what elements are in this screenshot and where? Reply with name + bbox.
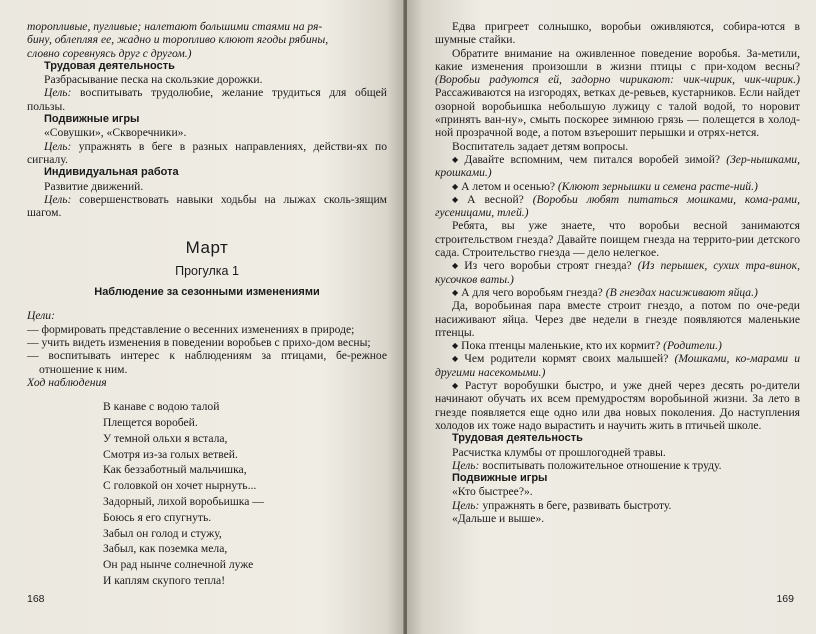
poem-line: И каплям скупого тепла! (103, 573, 226, 587)
goal-text: совершенствовать навыки ходьбы на лыжах сколь-зящим шагом. (27, 192, 387, 220)
goal-item: — воспитывать интерес к наблюдениям за птицами, бе-режное отношение к ним. (27, 349, 387, 376)
question-text: Пока птенцы маленькие, кто их кормит? (461, 339, 664, 353)
diamond-bullet-icon: ◆ (452, 261, 462, 271)
walk-title: Прогулка 1 (175, 263, 239, 278)
poem-line: Как беззаботный мальчишка, (103, 463, 247, 477)
question-text: А для чего воробьям гнезда? (461, 285, 606, 299)
text-span: Обратите внимание на оживленное поведение воробья. За-метили, какие изменения произошли в жизни птицы с при-ходом весны? (435, 46, 800, 73)
question-item (435, 352, 800, 379)
paragraph: Воспитатель задает детям вопросы. (452, 139, 629, 153)
diamond-bullet-icon: ◆ (452, 194, 465, 204)
goal-label: Цель: (44, 86, 72, 100)
question-text: Чем родители кормят своих малышей? (464, 352, 675, 366)
topic-title: Наблюдение за сезонными изменениями (94, 286, 320, 299)
labor-heading: Трудовая деятельность (44, 59, 175, 72)
intro-line: бину, облепляя ее, жадно и торопливо клюют ягоды рябины, (27, 33, 329, 47)
text-span: Рассаживаются на изгородях, ветках де-ревьев, кустарников. Если найдет озорной воробьишка небольшую лужицу с талой водой, то норовит «принять ван-ну», смыть поскорее зимнюю грязь — полещется в холод-ной прозрачной воде, а потом взъерошит перышки и отрях-нется. (435, 86, 800, 140)
question-text: А весной? (467, 192, 533, 206)
right-page-text (435, 20, 800, 525)
question-item (435, 286, 800, 299)
goal-label: Цель: (44, 139, 72, 153)
goal-label: Цель: (452, 458, 480, 472)
individual-goal (27, 193, 387, 220)
poem-line: Плещется воробей. (103, 415, 198, 429)
answer-span: (В гнездах насиживают яйца.) (605, 285, 758, 299)
games-text: «Совушки», «Скворечники». (44, 126, 187, 140)
goal-label: Цель: (452, 498, 480, 512)
goal-label: Цель: (44, 192, 72, 206)
answer-span: (Родители.) (663, 339, 722, 353)
question-text: Из чего воробьи строят гнезда? (464, 259, 638, 273)
poem-line: Смотря из-за голых ветвей. (103, 447, 238, 461)
games-goal (435, 499, 800, 512)
answer-span: (Воробьи любят питаться мошками, кома-рами, гусеницами, тлей.) (435, 192, 800, 220)
intro-line: словно соревнуясь друг с другом.) (27, 46, 192, 60)
question-item (435, 339, 800, 352)
question-text: Давайте вспомним, чем питался воробей зимой? (464, 152, 727, 166)
answer-span: (Мошками, ко-марами и другими насекомыми.) (435, 352, 800, 379)
labor-heading: Трудовая деятельность (452, 432, 583, 445)
individual-heading: Индивидуальная работа (44, 166, 179, 179)
month-title: Март (185, 238, 229, 258)
diamond-bullet-icon: ◆ (452, 381, 462, 391)
diamond-bullet-icon: ◆ (452, 354, 462, 364)
diamond-bullet-icon: ◆ (452, 154, 462, 164)
diamond-bullet-icon: ◆ (452, 287, 459, 297)
question-item (435, 379, 800, 432)
question-item (435, 259, 800, 286)
left-page-text (27, 20, 387, 589)
answer-span: (Из перышек, сухих тра-винок, кусочков ваты.) (435, 259, 800, 286)
goal-item: — формировать представление о весенних изменениях в природе; (27, 322, 355, 336)
poem-line: Забыл он голод и стужу, (103, 526, 222, 540)
games-heading: Подвижные игры (452, 472, 548, 485)
course-label: Ход наблюдения (27, 375, 107, 389)
goal-item: — учить видеть изменения в поведении воробьев с прихо-дом весны; (27, 335, 371, 349)
diamond-bullet-icon: ◆ (452, 341, 459, 351)
poem-line: Задорный, лихой воробьишка — (103, 494, 264, 508)
goal-text: упражнять в беге в разных направлениях, действи-ях по сигналу. (27, 139, 387, 166)
individual-text: Развитие движений. (44, 179, 144, 193)
intro-line: торопливые, пугливые; налетают большими стаями на ря- (27, 20, 323, 33)
question-item (435, 180, 800, 193)
poem-line: У темной ольхи я встала, (103, 431, 228, 445)
question-item (435, 193, 800, 220)
answer-span: (Зер-нышками, крошками.) (435, 152, 800, 180)
poem-line: С головкой он хочет нырнуть... (103, 479, 257, 493)
goal-text: воспитывать трудолюбие, желание трудиться для общей пользы. (27, 86, 387, 113)
paragraph (435, 47, 800, 140)
poem-line: Он рад нынче солнечной луже (103, 558, 254, 572)
question-text: А летом и осенью? (461, 179, 558, 193)
question-text: Растут воробушки быстро, и уже дней через десять ро-дители начинают обучать их всем премудростям воробьиной жизни. За лето в гнезде появляется еще одно или два новых поколения. До наступления холодов их тоже надо вырастить и научить жить в птичьей школе. (435, 379, 800, 432)
poem (103, 399, 387, 589)
diamond-bullet-icon: ◆ (452, 181, 459, 191)
goals-label: Цели: (27, 309, 55, 323)
games-heading: Подвижные игры (44, 113, 140, 126)
right-page (407, 0, 816, 634)
poem-line: В канаве с водою талой (103, 400, 220, 414)
paragraph: Едва пригреет солнышко, воробьи оживляются, собира-ются в шумные стайки. (435, 20, 800, 47)
paragraph: Ребята, вы уже знаете, что воробьи весной занимаются строительством гнезда? Давайте поищем гнезда на террито-рии детского сада. Строительство гнезда — дело нелегкое. (435, 219, 800, 260)
left-page (0, 0, 404, 634)
poem-line: Боюсь я его спугнуть. (103, 510, 212, 524)
page-number: 168 (27, 593, 45, 605)
goal-text: упражнять в беге, развивать быстроту. (479, 498, 672, 512)
games-text: «Кто быстрее?». (452, 485, 533, 499)
question-item (435, 153, 800, 180)
poem-line: Забыл, как поземка мела, (103, 542, 228, 556)
games-text: «Дальше и выше». (452, 511, 545, 525)
labor-goal (27, 86, 387, 113)
answer-span: (Клюют зернышки и семена расте-ний.) (557, 179, 758, 193)
paragraph: Да, воробьиная пара вместе строит гнездо, а потом по оче-реди насиживают яйца. Через две недели в гнезде появляются маленькие птенцы. (435, 299, 800, 339)
labor-text: Разбрасывание песка на скользкие дорожки. (44, 73, 263, 87)
goal-text: воспитывать положительное отношение к труду. (479, 458, 722, 472)
labor-text: Расчистка клумбы от прошлогодней травы. (452, 445, 666, 459)
games-goal (27, 140, 387, 167)
answer-span: (Воробьи радуются ей, задорно чирикают: чик-чирик, чик-чирик.) (435, 73, 800, 87)
page-number: 169 (776, 593, 794, 605)
labor-goal (435, 459, 800, 472)
